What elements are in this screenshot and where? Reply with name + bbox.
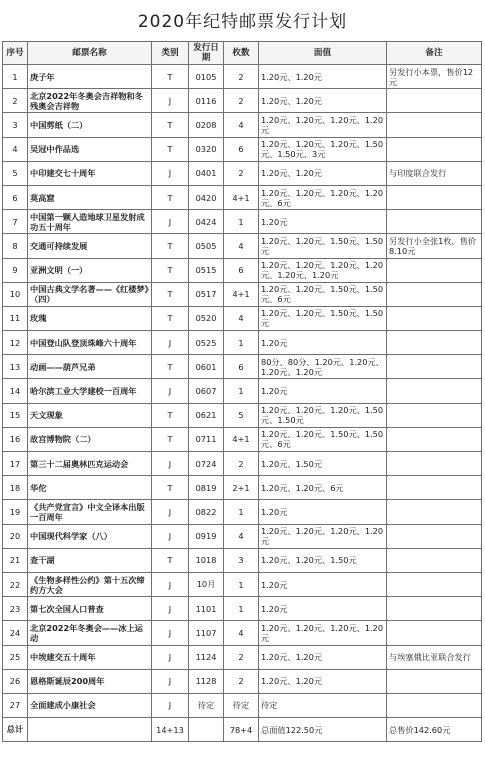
cell-count: 6: [224, 355, 259, 379]
table-row: [3, 210, 482, 234]
cell-code: 10月: [189, 572, 224, 596]
cell-category: J: [152, 500, 189, 524]
table-row: [3, 234, 482, 258]
cell-value: 1.20元、1.20元、1.50元: [259, 548, 387, 572]
cell-code: 0424: [189, 210, 224, 234]
cell-code: 0517: [189, 282, 224, 306]
table-row: [3, 645, 482, 669]
cell-name: 查干湖: [28, 548, 152, 572]
cell-code: 1018: [189, 548, 224, 572]
cell-code: 0505: [189, 234, 224, 258]
cell-code: 1128: [189, 669, 224, 693]
cell-note: [387, 113, 482, 137]
cell-value: 1.20元、1.20元、1.20元、1.20元、6元: [259, 185, 387, 209]
cell-value: 1.20元、1.20元、1.20元、1.50元、1.50元: [259, 403, 387, 427]
cell-name: 天文现象: [28, 403, 152, 427]
cell-category: J: [152, 331, 189, 355]
cell-count: 4+1: [224, 185, 259, 209]
table-total-row: [3, 718, 482, 742]
cell-category: T: [152, 476, 189, 500]
cell-no: 5: [3, 161, 28, 185]
cell-count: 2: [224, 669, 259, 693]
cell-name: 莫高窟: [28, 185, 152, 209]
cell-count: 待定: [224, 693, 259, 717]
table-row: [3, 548, 482, 572]
table-row: [3, 597, 482, 621]
table-body: [3, 65, 482, 718]
cell-note: [387, 572, 482, 596]
cell-code: 0320: [189, 137, 224, 161]
cell-no: 17: [3, 452, 28, 476]
cell-note: [387, 403, 482, 427]
total-name: [28, 718, 152, 742]
cell-category: T: [152, 282, 189, 306]
cell-no: 8: [3, 234, 28, 258]
cell-name: 中国登山队登顶珠峰六十周年: [28, 331, 152, 355]
cell-no: 1: [3, 65, 28, 89]
cell-no: 22: [3, 572, 28, 596]
table-row: [3, 403, 482, 427]
cell-note: [387, 282, 482, 306]
cell-note: [387, 258, 482, 282]
cell-name: 第三十二届奥林匹克运动会: [28, 452, 152, 476]
cell-count: 2: [224, 645, 259, 669]
cell-count: 3: [224, 548, 259, 572]
cell-code: 0822: [189, 500, 224, 524]
cell-category: J: [152, 524, 189, 548]
cell-no: 3: [3, 113, 28, 137]
cell-no: 12: [3, 331, 28, 355]
cell-count: 1: [224, 597, 259, 621]
header-name: 邮票名称: [28, 42, 152, 65]
cell-note: [387, 476, 482, 500]
cell-value: 1.20元: [259, 597, 387, 621]
cell-category: J: [152, 621, 189, 645]
cell-code: 0105: [189, 65, 224, 89]
cell-count: 4+1: [224, 427, 259, 451]
cell-no: 16: [3, 427, 28, 451]
cell-value: 1.20元: [259, 331, 387, 355]
cell-count: 1: [224, 331, 259, 355]
cell-note: [387, 427, 482, 451]
cell-value: 1.20元、1.20元: [259, 669, 387, 693]
cell-no: 23: [3, 597, 28, 621]
cell-value: 1.20元、1.20元、1.50元、1.50元: [259, 234, 387, 258]
cell-category: J: [152, 572, 189, 596]
cell-category: J: [152, 161, 189, 185]
table-row: [3, 427, 482, 451]
cell-code: 0515: [189, 258, 224, 282]
cell-name: 中国剪纸（二）: [28, 113, 152, 137]
table-row: [3, 331, 482, 355]
cell-count: 4: [224, 621, 259, 645]
cell-value: 1.20元: [259, 572, 387, 596]
table-row: [3, 89, 482, 113]
cell-category: J: [152, 379, 189, 403]
table-row: [3, 185, 482, 209]
table-row: [3, 355, 482, 379]
cell-note: [387, 452, 482, 476]
cell-note: [387, 89, 482, 113]
cell-no: 21: [3, 548, 28, 572]
cell-name: 全面建成小康社会: [28, 693, 152, 717]
cell-code: 0116: [189, 89, 224, 113]
cell-value: 1.20元、1.20元: [259, 89, 387, 113]
document-title: 2020年纪特邮票发行计划: [137, 12, 348, 32]
table-row: [3, 500, 482, 524]
cell-no: 7: [3, 210, 28, 234]
cell-value: 1.20元、1.20元、1.50元、1.50元、6元: [259, 282, 387, 306]
table-row: [3, 113, 482, 137]
cell-count: 1: [224, 379, 259, 403]
cell-note: [387, 693, 482, 717]
table-row: [3, 693, 482, 717]
cell-name: 中印建交七十周年: [28, 161, 152, 185]
cell-count: 2+1: [224, 476, 259, 500]
cell-note: 另发行小本票，售价12元: [387, 65, 482, 89]
cell-value: 1.20元、1.20元、1.20元、1.20元: [259, 524, 387, 548]
cell-value: 1.20元: [259, 379, 387, 403]
cell-name: 动画——葫芦兄弟: [28, 355, 152, 379]
table-row: [3, 572, 482, 596]
table-row: [3, 258, 482, 282]
cell-value: 1.20元、1.20元、1.50元、1.50元: [259, 306, 387, 330]
cell-note: 另发行小全张1枚，售价8.10元: [387, 234, 482, 258]
total-value: 总面值122.50元: [259, 718, 387, 742]
cell-code: 0724: [189, 452, 224, 476]
cell-count: 1: [224, 210, 259, 234]
cell-name: 北京2022年冬奥会吉祥物和冬残奥会吉祥物: [28, 89, 152, 113]
cell-no: 24: [3, 621, 28, 645]
cell-note: 与埃塞俄比亚联合发行: [387, 645, 482, 669]
cell-category: T: [152, 403, 189, 427]
cell-value: 1.20元、1.20元: [259, 645, 387, 669]
cell-note: [387, 621, 482, 645]
cell-no: 14: [3, 379, 28, 403]
cell-name: 华佗: [28, 476, 152, 500]
header-code: 发行日期: [189, 42, 224, 65]
cell-note: [387, 379, 482, 403]
cell-value: 1.20元、1.50元: [259, 452, 387, 476]
table-row: [3, 452, 482, 476]
table-row: [3, 379, 482, 403]
cell-name: 中国现代科学家（八）: [28, 524, 152, 548]
cell-category: T: [152, 113, 189, 137]
cell-note: [387, 185, 482, 209]
cell-count: 4: [224, 234, 259, 258]
cell-code: 0711: [189, 427, 224, 451]
cell-note: [387, 548, 482, 572]
cell-code: 0208: [189, 113, 224, 137]
cell-count: 2: [224, 89, 259, 113]
cell-note: [387, 669, 482, 693]
cell-no: 26: [3, 669, 28, 693]
cell-no: 4: [3, 137, 28, 161]
cell-value: 1.20元、1.20元、1.20元、1.20元: [259, 113, 387, 137]
cell-category: J: [152, 452, 189, 476]
cell-value: 1.20元、1.20元、1.20元、1.50元、1.50元、3元: [259, 137, 387, 161]
cell-name: 哈尔滨工业大学建校一百周年: [28, 379, 152, 403]
cell-code: 1101: [189, 597, 224, 621]
cell-no: 9: [3, 258, 28, 282]
table-row: [3, 137, 482, 161]
cell-no: 15: [3, 403, 28, 427]
header-category: 类别: [152, 42, 189, 65]
cell-category: J: [152, 210, 189, 234]
cell-value: 1.20元: [259, 210, 387, 234]
cell-category: J: [152, 669, 189, 693]
cell-note: [387, 524, 482, 548]
cell-value: 1.20元、1.20元、6元: [259, 476, 387, 500]
cell-category: T: [152, 258, 189, 282]
total-note: 总售价142.60元: [387, 718, 482, 742]
table-row: [3, 669, 482, 693]
cell-code: 0525: [189, 331, 224, 355]
table-row: [3, 306, 482, 330]
cell-no: 20: [3, 524, 28, 548]
cell-value: 1.20元: [259, 500, 387, 524]
cell-code: 待定: [189, 693, 224, 717]
cell-code: 0601: [189, 355, 224, 379]
cell-note: 与印度联合发行: [387, 161, 482, 185]
cell-count: 2: [224, 65, 259, 89]
cell-no: 10: [3, 282, 28, 306]
cell-category: T: [152, 185, 189, 209]
table-header-row: [3, 42, 482, 65]
table-row: [3, 161, 482, 185]
cell-name: 恩格斯诞辰200周年: [28, 669, 152, 693]
cell-category: T: [152, 137, 189, 161]
cell-count: 1: [224, 572, 259, 596]
cell-count: 4+1: [224, 282, 259, 306]
cell-category: T: [152, 548, 189, 572]
cell-code: 1107: [189, 621, 224, 645]
total-code: [189, 718, 224, 742]
cell-category: T: [152, 306, 189, 330]
cell-count: 4: [224, 113, 259, 137]
cell-value: 1.20元、1.20元、1.50元、1.50元、6元: [259, 427, 387, 451]
cell-code: 0607: [189, 379, 224, 403]
cell-category: J: [152, 645, 189, 669]
cell-count: 6: [224, 137, 259, 161]
cell-name: 玫瑰: [28, 306, 152, 330]
cell-no: 2: [3, 89, 28, 113]
table-row: [3, 476, 482, 500]
total-category: 14+13: [152, 718, 189, 742]
cell-count: 2: [224, 161, 259, 185]
cell-note: [387, 331, 482, 355]
cell-no: 25: [3, 645, 28, 669]
cell-count: 1: [224, 500, 259, 524]
header-note: 备注: [387, 42, 482, 65]
table-row: [3, 524, 482, 548]
total-label: 总计: [3, 718, 28, 742]
cell-value: 80分、80分、1.20元、1.20元、1.20元、1.20元: [259, 355, 387, 379]
cell-code: 0819: [189, 476, 224, 500]
cell-category: T: [152, 427, 189, 451]
cell-name: 庚子年: [28, 65, 152, 89]
cell-category: J: [152, 89, 189, 113]
cell-note: [387, 355, 482, 379]
cell-value: 1.20元、1.20元: [259, 65, 387, 89]
table-row: [3, 65, 482, 89]
cell-no: 27: [3, 693, 28, 717]
cell-name: 中国古典文学名著——《红楼梦》（四）: [28, 282, 152, 306]
cell-name: 吴冠中作品选: [28, 137, 152, 161]
cell-category: T: [152, 65, 189, 89]
cell-name: 第七次全国人口普查: [28, 597, 152, 621]
cell-no: 19: [3, 500, 28, 524]
cell-no: 6: [3, 185, 28, 209]
cell-no: 11: [3, 306, 28, 330]
cell-value: 待定: [259, 693, 387, 717]
table-row: [3, 282, 482, 306]
total-count: 78+4: [224, 718, 259, 742]
cell-count: 4: [224, 524, 259, 548]
cell-name: 北京2022年冬奥会——冰上运动: [28, 621, 152, 645]
cell-value: 1.20元、1.20元、1.20元、1.20元、1.20元、1.20元: [259, 258, 387, 282]
cell-count: 4: [224, 306, 259, 330]
cell-value: 1.20元、1.20元、1.20元、1.20元: [259, 621, 387, 645]
cell-note: [387, 500, 482, 524]
table-row: [3, 621, 482, 645]
cell-count: 6: [224, 258, 259, 282]
cell-name: 《共产党宣言》中文全译本出版一百周年: [28, 500, 152, 524]
stamp-plan-table: [2, 41, 482, 742]
cell-name: 《生物多样性公约》第十五次缔约方大会: [28, 572, 152, 596]
cell-name: 亚洲文明（一）: [28, 258, 152, 282]
header-no: 序号: [3, 42, 28, 65]
cell-note: [387, 210, 482, 234]
cell-count: 2: [224, 452, 259, 476]
cell-note: [387, 137, 482, 161]
cell-code: 0420: [189, 185, 224, 209]
cell-code: 0919: [189, 524, 224, 548]
cell-name: 中埃建交五十周年: [28, 645, 152, 669]
cell-category: T: [152, 234, 189, 258]
cell-name: 故宫博物院（二）: [28, 427, 152, 451]
header-count: 枚数: [224, 42, 259, 65]
cell-count: 5: [224, 403, 259, 427]
cell-code: 0401: [189, 161, 224, 185]
cell-note: [387, 597, 482, 621]
cell-no: 13: [3, 355, 28, 379]
cell-category: J: [152, 693, 189, 717]
cell-code: 0621: [189, 403, 224, 427]
cell-name: 交通可持续发展: [28, 234, 152, 258]
cell-name: 中国第一颗人造地球卫星发射成功五十周年: [28, 210, 152, 234]
header-value: 面值: [259, 42, 387, 65]
cell-note: [387, 306, 482, 330]
cell-no: 18: [3, 476, 28, 500]
cell-category: T: [152, 355, 189, 379]
cell-code: 0520: [189, 306, 224, 330]
cell-category: J: [152, 597, 189, 621]
cell-value: 1.20元、1.20元: [259, 161, 387, 185]
cell-code: 1124: [189, 645, 224, 669]
